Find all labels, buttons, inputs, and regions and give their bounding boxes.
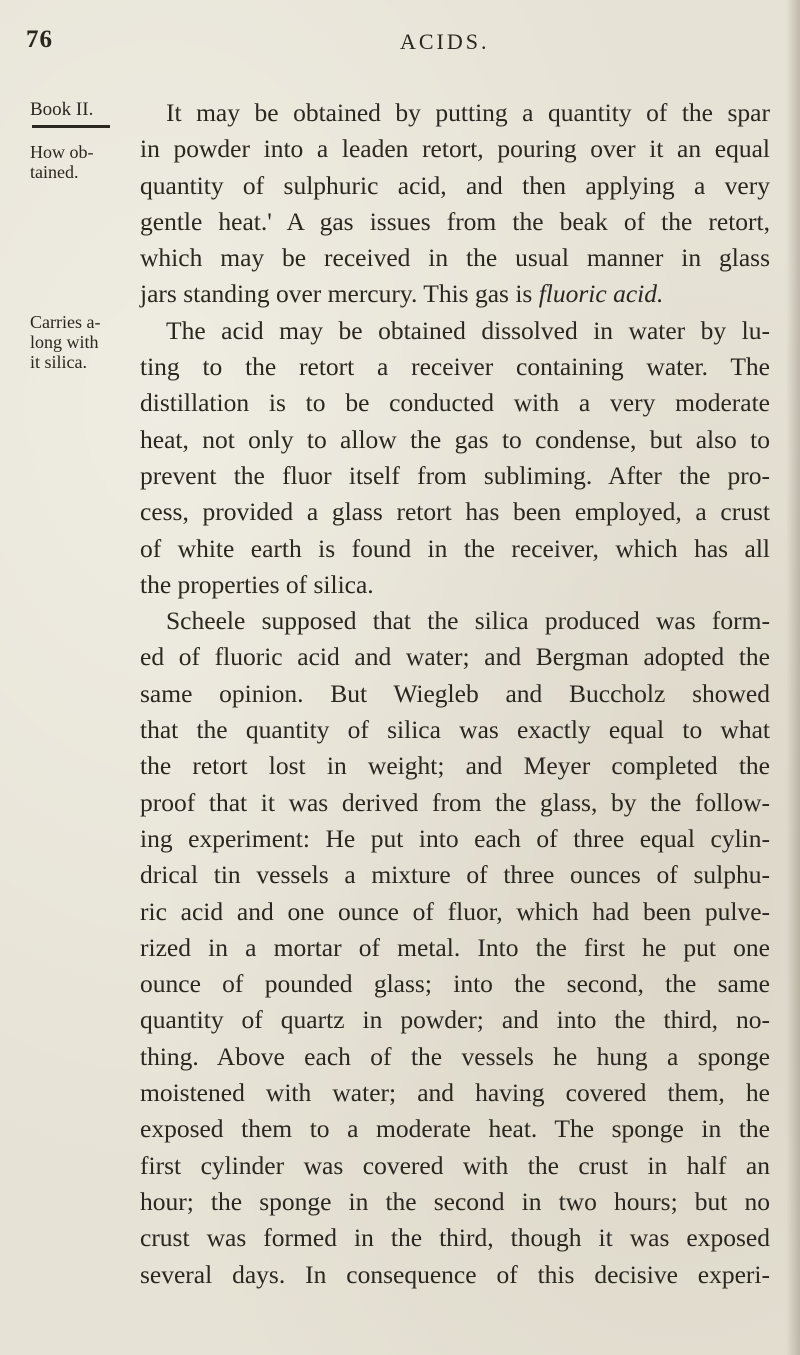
- italic-term: fluoric acid.: [538, 279, 664, 309]
- text-line: the retort lost in weight; and Meyer completed the: [140, 751, 770, 781]
- margin-rule: [32, 125, 110, 128]
- margin-note-how-obtained: [30, 142, 94, 182]
- text-span: jars standing over mercury. This gas is: [140, 279, 539, 309]
- text-line: quantity of quartz in powder; and into the third, no-: [140, 1005, 770, 1035]
- text-line: cess, provided a glass retort has been employed, a crust: [140, 497, 770, 527]
- margin-note-text: How ob- tained.: [30, 142, 94, 182]
- text-line: in powder into a leaden retort, pouring over it an equal: [140, 134, 770, 164]
- text-line: ting to the retort a receiver containing water. The: [140, 352, 770, 382]
- text-line: crust was formed in the third, though it was exposed: [140, 1223, 770, 1253]
- margin-book-label: Book II.: [30, 99, 94, 120]
- text-line: gentle heat.' A gas issues from the beak of the retort,: [140, 206, 770, 236]
- margin-note-carries-silica: [30, 312, 100, 372]
- text-line: the properties of silica.: [140, 569, 374, 599]
- text-line: proof that it was derived from the glass, by the follow-: [140, 787, 770, 817]
- text-line: rized in a mortar of metal. Into the first he put one: [140, 932, 770, 962]
- margin-note-text: Carries a- long with it silica.: [30, 312, 101, 372]
- text-line: drical tin vessels a mixture of three ounces of sulphu-: [140, 860, 770, 890]
- text-line: The acid may be obtained dissolved in water by lu-: [166, 315, 770, 345]
- body-text: [140, 95, 770, 1293]
- text-line: ounce of pounded glass; into the second, the same: [140, 969, 770, 999]
- text-line: [140, 276, 770, 312]
- text-line: It may be obtained by putting a quantity of the spar: [166, 98, 770, 127]
- text-line: same opinion. But Wiegleb and Buccholz showed: [140, 678, 770, 708]
- text-line: which may be received in the usual manner in glass: [140, 243, 770, 273]
- text-line: moistened with water; and having covered them, he: [140, 1078, 770, 1108]
- text-line: ric acid and one ounce of fluor, which had been pulve-: [140, 896, 770, 926]
- page-edge-shadow: [786, 0, 800, 1355]
- text-line: heat, not only to allow the gas to condense, but also to: [140, 424, 770, 454]
- text-line: hour; the sponge in the second in two hours; but no: [140, 1186, 770, 1216]
- text-line: exposed them to a moderate heat. The sponge in the: [140, 1114, 770, 1144]
- text-line: Scheele supposed that the silica produced was form-: [166, 606, 770, 636]
- page-number: 76: [26, 26, 53, 53]
- text-line: ed of fluoric acid and water; and Bergman adopted the: [140, 642, 770, 672]
- text-line: distillation is to be conducted with a very moderate: [140, 388, 770, 418]
- text-line: first cylinder was covered with the crust in half an: [140, 1150, 770, 1180]
- text-line: ing experiment: He put into each of three equal cylin-: [140, 823, 770, 853]
- text-line: quantity of sulphuric acid, and then applying a very: [140, 170, 770, 200]
- running-head: ACIDS.: [400, 29, 490, 54]
- text-line: several days. In consequence of this decisive experi-: [140, 1259, 770, 1289]
- text-line: prevent the fluor itself from subliming. After the pro-: [140, 460, 770, 490]
- text-line: thing. Above each of the vessels he hung a sponge: [140, 1041, 770, 1071]
- text-line: of white earth is found in the receiver, which has all: [140, 533, 770, 563]
- text-line: that the quantity of silica was exactly equal to what: [140, 715, 770, 745]
